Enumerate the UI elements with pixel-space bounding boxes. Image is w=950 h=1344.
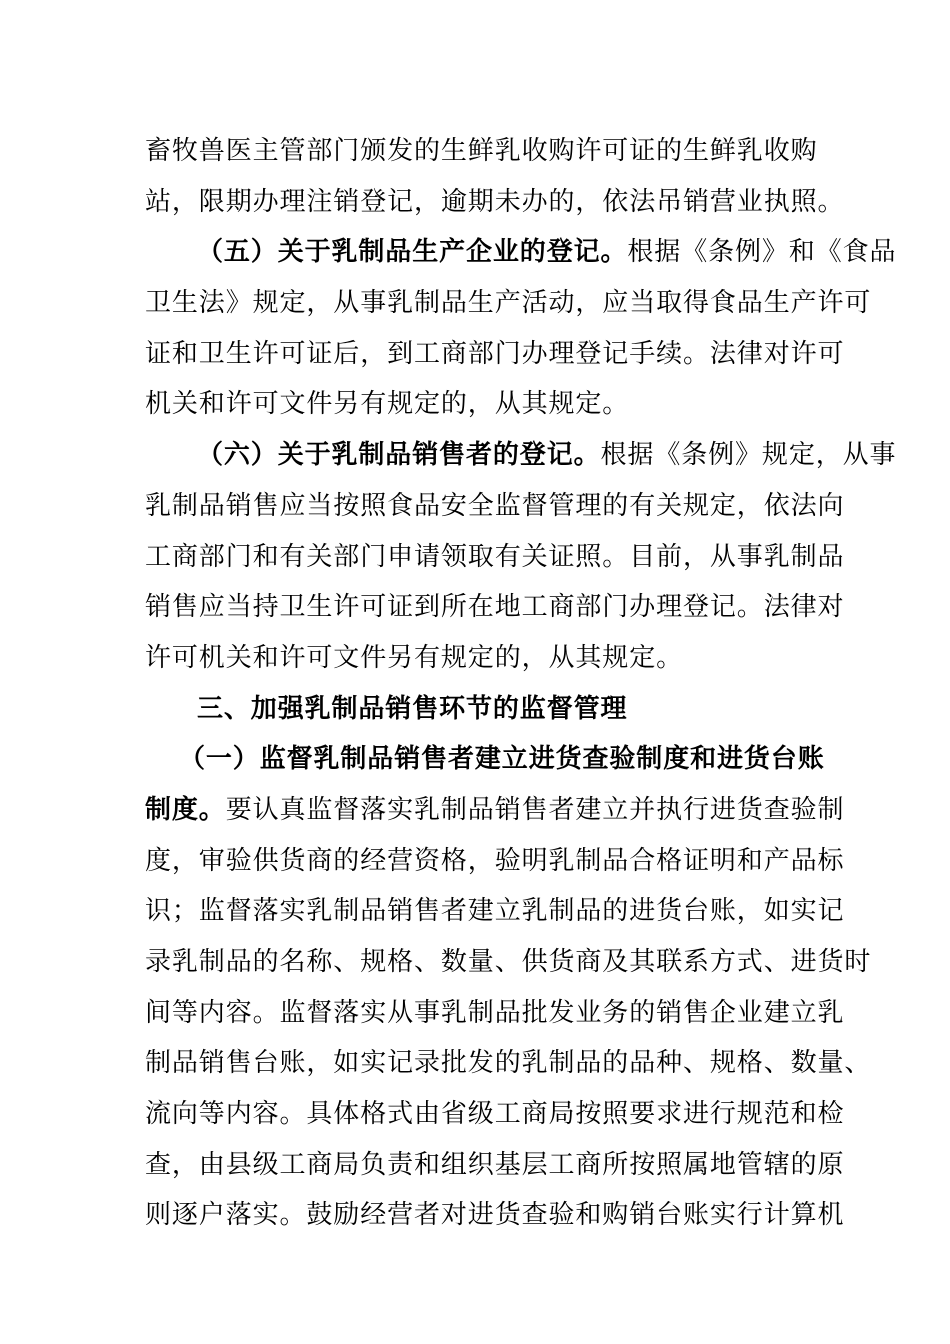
text-line: 识；监督落实乳制品销售者建立乳制品的进货台账，如实记	[145, 896, 845, 927]
text-line: 卫生法》规定，从事乳制品生产活动，应当取得食品生产许可	[145, 288, 872, 319]
text-line: 制品销售台账，如实记录批发的乳制品的品种、规格、数量、	[145, 1048, 872, 1079]
text-span: 根据《条例》和《食品	[627, 237, 897, 268]
text-line: 机关和许可文件另有规定的，从其规定。	[145, 389, 630, 420]
text-line: 许可机关和许可文件另有规定的，从其规定。	[145, 642, 684, 673]
text-line: 工商部门和有关部门申请领取有关证照。目前，从事乳制品	[145, 541, 845, 572]
paragraph-heading: 制度。	[145, 794, 226, 825]
paragraph-heading: （五）关于乳制品生产企业的登记。	[197, 237, 628, 268]
text-line	[145, 785, 845, 836]
text-line: 销售应当持卫生许可证到所在地工商部门办理登记。法律对	[145, 592, 845, 623]
text-line: 站，限期办理注销登记，逾期未办的，依法吊销营业执照。	[145, 186, 845, 217]
text-line: 则逐户落实。鼓励经营者对进货查验和购销台账实行计算机	[145, 1200, 845, 1231]
paragraph-first-line	[145, 430, 897, 481]
text-line: 畜牧兽医主管部门颁发的生鲜乳收购许可证的生鲜乳收购	[145, 136, 818, 166]
document-page	[145, 126, 897, 1241]
text-line: 度，审验供货商的经营资格，验明乳制品合格证明和产品标	[145, 845, 845, 876]
paragraph-first-line	[145, 227, 897, 278]
paragraph-heading: （六）关于乳制品销售者的登记。	[197, 440, 601, 471]
text-line: 查，由县级工商局负责和组织基层工商所按照属地管辖的原	[145, 1149, 845, 1180]
text-line: 证和卫生许可证后，到工商部门办理登记手续。法律对许可	[145, 338, 845, 369]
paragraph-heading: （一）监督乳制品销售者建立进货查验制度和进货台账	[179, 744, 825, 775]
text-span: 要认真监督落实乳制品销售者建立并执行进货查验制	[225, 794, 845, 825]
text-span: 根据《条例》规定，从事	[600, 440, 897, 471]
text-line: 录乳制品的名称、规格、数量、供货商及其联系方式、进货时	[145, 947, 872, 977]
text-line: 乳制品销售应当按照食品安全监督管理的有关规定，依法向	[145, 490, 845, 521]
text-line: 流向等内容。具体格式由省级工商局按照要求进行规范和检	[145, 1099, 845, 1130]
section-heading: 三、加强乳制品销售环节的监督管理	[197, 693, 628, 724]
text-line: 间等内容。监督落实从事乳制品批发业务的销售企业建立乳	[145, 997, 845, 1028]
